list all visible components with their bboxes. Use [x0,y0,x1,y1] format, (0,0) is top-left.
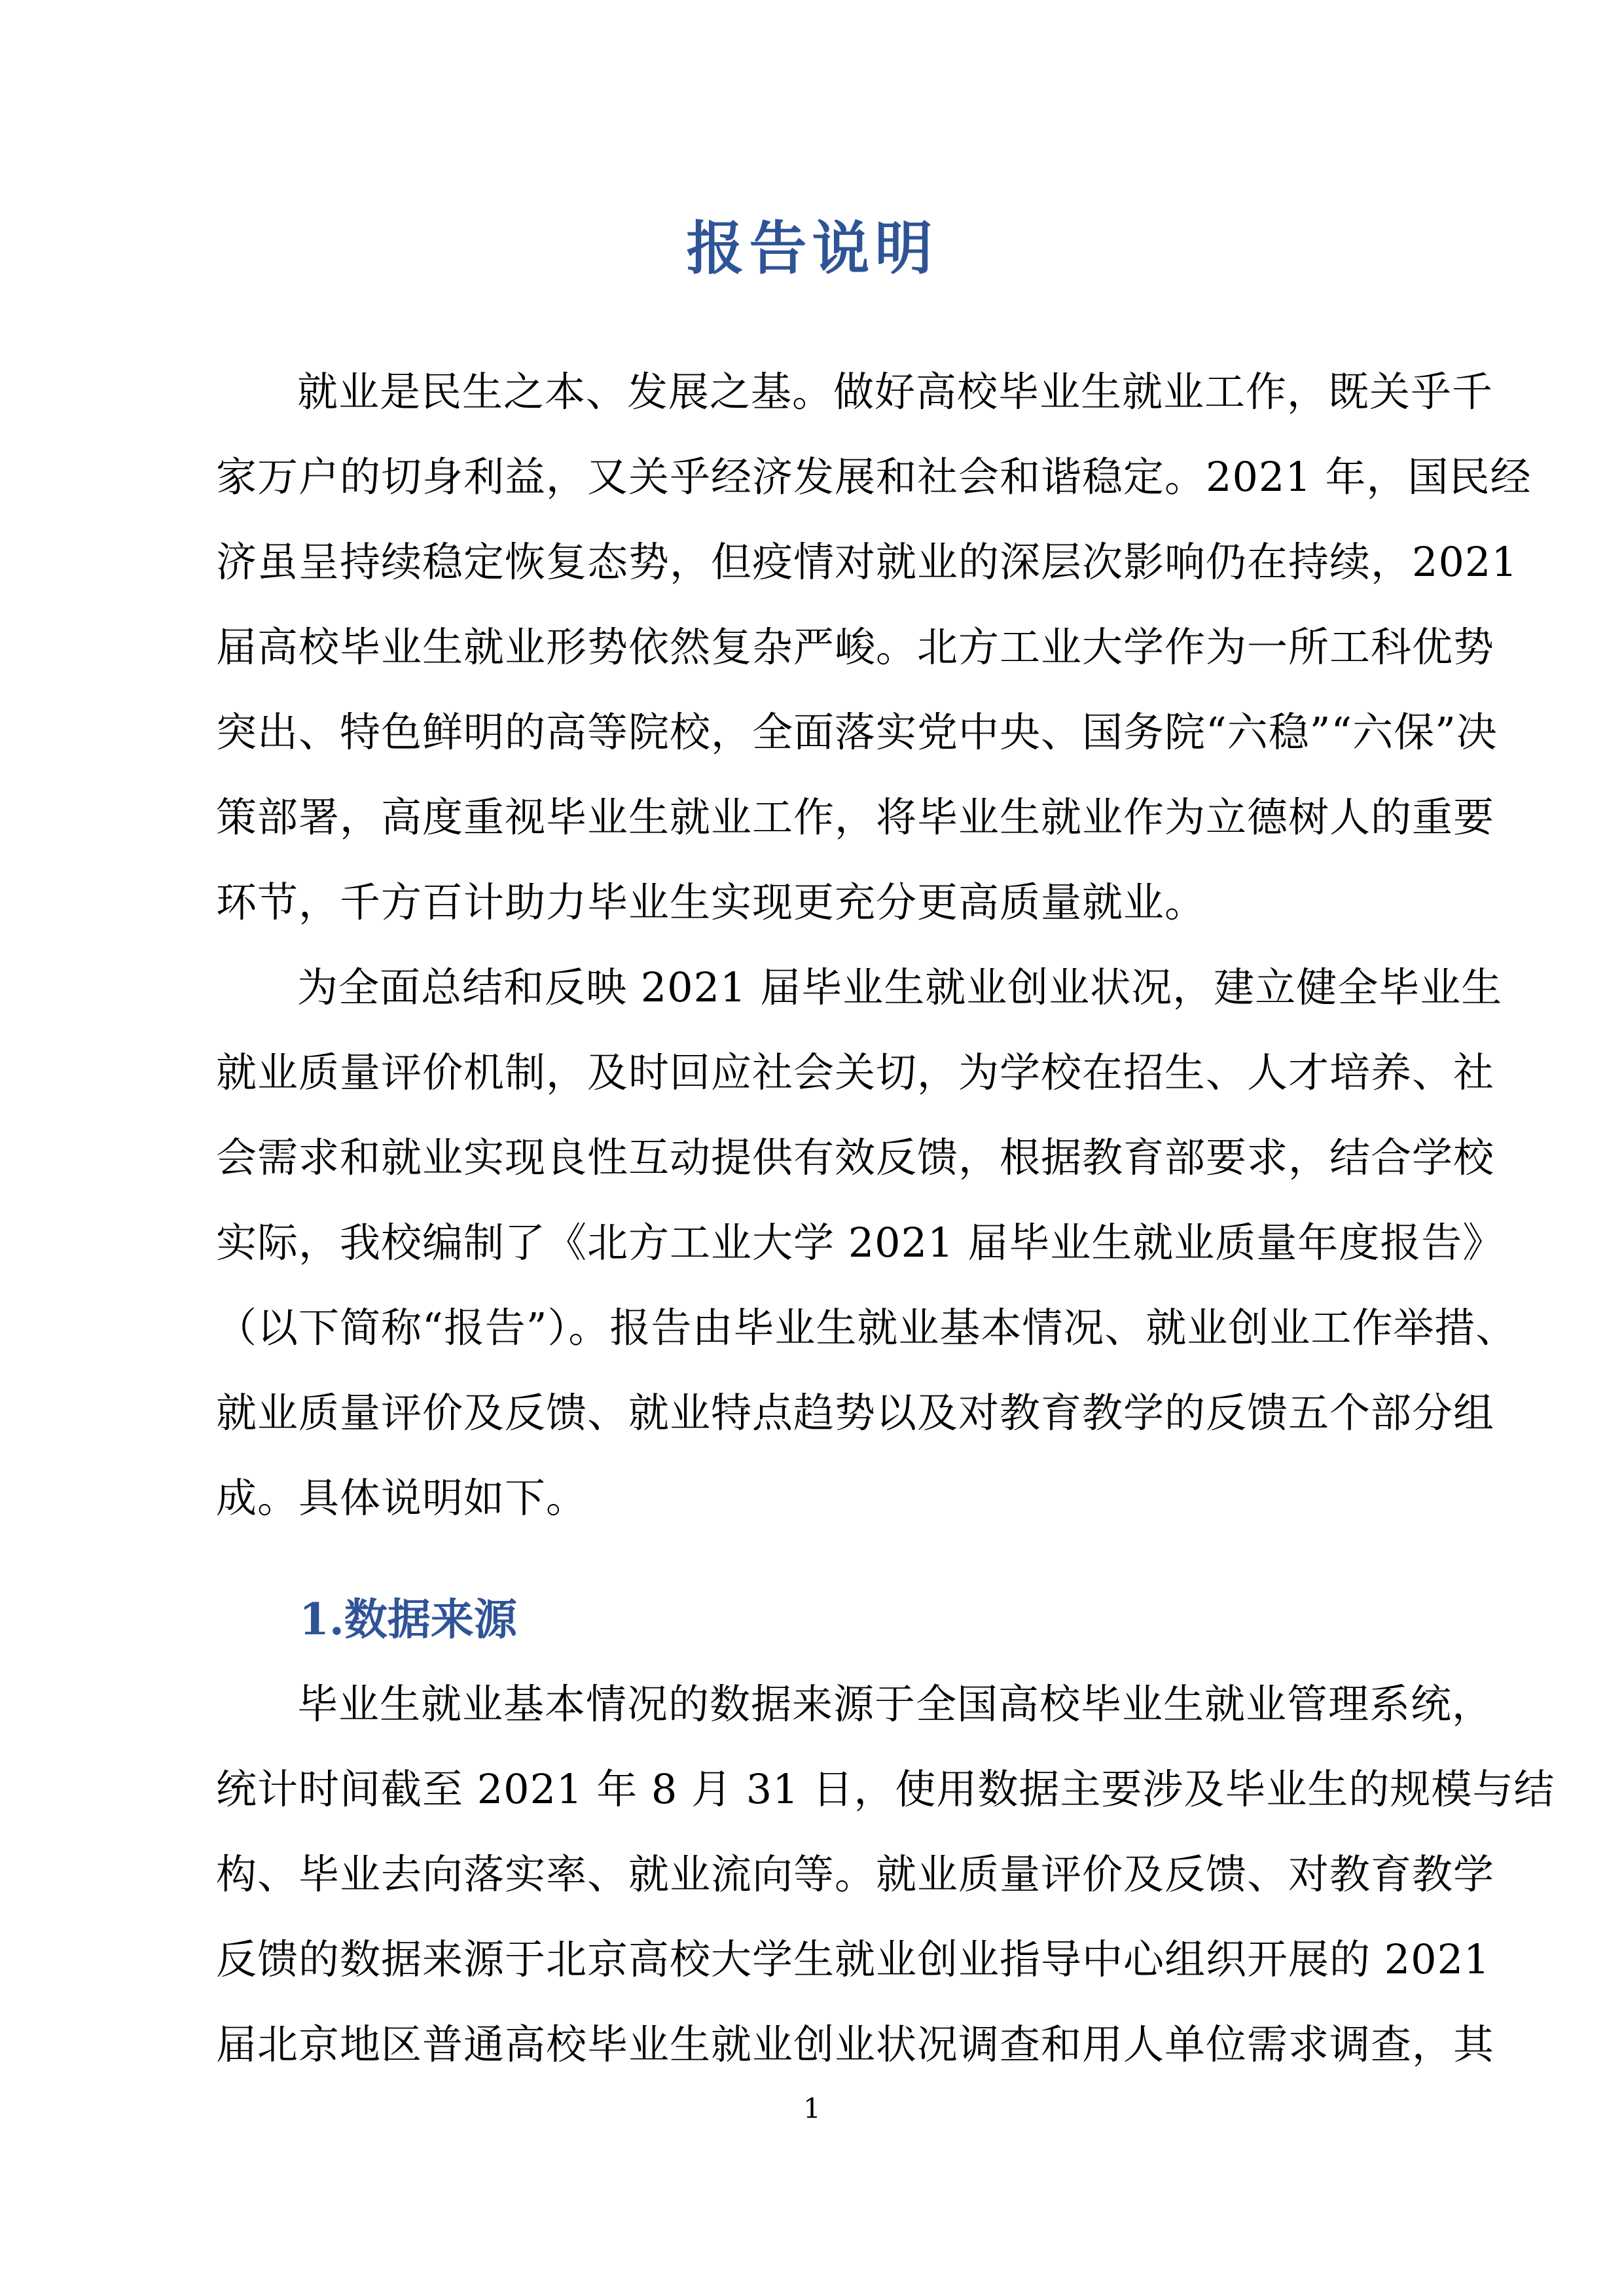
text-line: 反馈的数据来源于北京高校大学生就业创业指导中心组织开展的 2021 [216,1935,1490,1983]
text-line: 就业是民生之本、发展之基。做好高校毕业生就业工作，既关乎千 [297,368,1494,416]
document-title: 报告说明 [686,214,938,282]
text-line: 届高校毕业生就业形势依然复杂严峻。北方工业大学作为一所工科优势 [216,623,1495,671]
text-line: 就业质量评价及反馈、就业特点趋势以及对教育教学的反馈五个部分组 [216,1389,1495,1437]
sections [216,350,1555,2087]
text-line: 为全面总结和反映 2021 届毕业生就业创业状况，建立健全毕业生 [297,963,1503,1011]
text-line: 济虽呈持续稳定恢复态势，但疫情对就业的深层次影响仍在持续，2021 [216,538,1518,586]
text-line: 构、毕业去向落实率、就业流向等。就业质量评价及反馈、对教育教学 [216,1850,1495,1898]
section-heading: 1.数据来源 [299,1594,517,1645]
text-line: 实际，我校编制了《北方工业大学 2021 届毕业生就业质量年度报告》 [216,1219,1504,1266]
text-line: 环节，千方百计助力毕业生实现更充分更高质量就业。 [216,878,1206,926]
page-number: 1 [803,2092,821,2125]
text-line: 策部署，高度重视毕业生就业工作，将毕业生就业作为立德树人的重要 [216,793,1495,841]
text-line: 届北京地区普通高校毕业生就业创业状况调查和用人单位需求调查，其 [216,2020,1495,2068]
text-line: （以下简称“报告”）。报告由毕业生就业基本情况、就业创业工作举措、 [216,1304,1517,1352]
text-line: 就业质量评价机制，及时回应社会关切，为学校在招生、人才培养、社 [216,1049,1495,1096]
paragraph [216,350,1532,945]
document-content [216,0,1555,2087]
text-line: 会需求和就业实现良性互动提供有效反馈，根据教育部要求，结合学校 [216,1134,1495,1181]
paragraph [216,1662,1555,2087]
text-line: 突出、特色鲜明的高等院校，全面落实党中央、国务院“六稳”“六保”决 [216,708,1498,756]
text-line: 毕业生就业基本情况的数据来源于全国高校毕业生就业管理系统， [297,1680,1494,1728]
text-line: 统计时间截至 2021 年 8 月 31 日，使用数据主要涉及毕业生的规模与结 [216,1765,1555,1813]
paragraph [216,945,1517,1541]
text-line: 成。具体说明如下。 [216,1474,588,1522]
text-line: 家万户的切身利益，又关乎经济发展和社会和谐稳定。2021 年，国民经 [216,453,1532,501]
